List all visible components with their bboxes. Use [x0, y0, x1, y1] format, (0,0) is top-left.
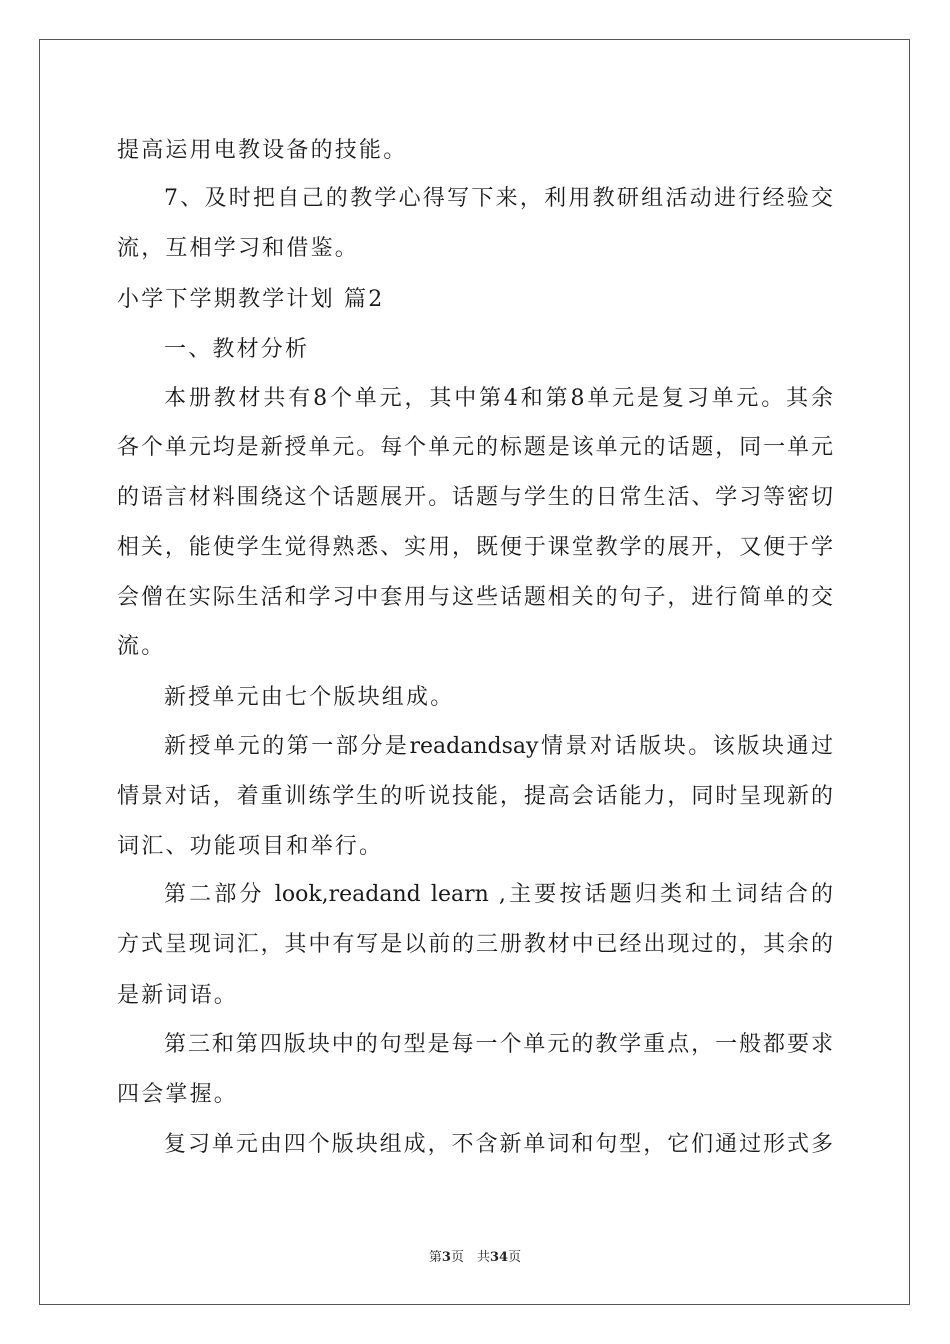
- text-line: 流，互相学习和借鉴。: [117, 236, 360, 261]
- text-line: 相关，能使学生觉得熟悉、实用，既便于课堂教学的展开，又便于学: [117, 535, 833, 560]
- current-page-number: 3: [441, 1250, 451, 1265]
- text-line: 提高运用电教设备的技能。: [117, 138, 408, 163]
- text-line: 四会掌握。: [117, 1082, 239, 1107]
- text-line: 方式呈现词汇，其中有写是以前的三册教材中已经出现过的，其余的: [117, 932, 833, 957]
- text-line: 各个单元均是新授单元。每个单元的标题是该单元的话题，同一单元: [117, 435, 833, 460]
- text-line: 复习单元由四个版块组成，不含新单词和句型，它们通过形式多: [164, 1132, 833, 1157]
- total-page-count: 34: [489, 1250, 509, 1265]
- text-line: 会僧在实际生活和学习中套用与这些话题相关的句子，进行简单的交: [117, 585, 833, 610]
- text-line: 第二部分 look,readand learn ,主要按话题归类和土词结合的: [164, 882, 833, 907]
- text-line: 流。: [117, 634, 166, 659]
- text-line: 新授单元的第一部分是readandsay情景对话版块。该版块通过: [164, 734, 833, 759]
- page-footer: [0, 1246, 950, 1265]
- footer-prefix: 第: [428, 1250, 442, 1265]
- page-border: [39, 39, 910, 1305]
- subsection-heading: 一、教材分析: [164, 337, 310, 362]
- section-heading: 小学下学期教学计划 篇2: [117, 287, 385, 312]
- text-line: 的语言材料围绕这个话题展开。话题与学生的日常生活、学习等密切: [117, 485, 833, 510]
- text-line: 7、及时把自己的教学心得写下来，利用教研组活动进行经验交: [164, 186, 833, 211]
- text-line: 情景对话，着重训练学生的听说技能，提高会话能力，同时呈现新的: [117, 784, 833, 809]
- text-line: 第三和第四版块中的句型是每一个单元的教学重点，一般都要求: [164, 1032, 833, 1057]
- footer-suffix: 页: [508, 1250, 522, 1265]
- text-line: 新授单元由七个版块组成。: [164, 685, 455, 710]
- text-line: 本册教材共有8个单元，其中第4和第8单元是复习单元。其余: [164, 386, 833, 411]
- text-line: 词汇、功能项目和举行。: [117, 834, 384, 859]
- footer-middle: 页 共: [450, 1250, 490, 1265]
- text-line: 是新词语。: [117, 983, 239, 1008]
